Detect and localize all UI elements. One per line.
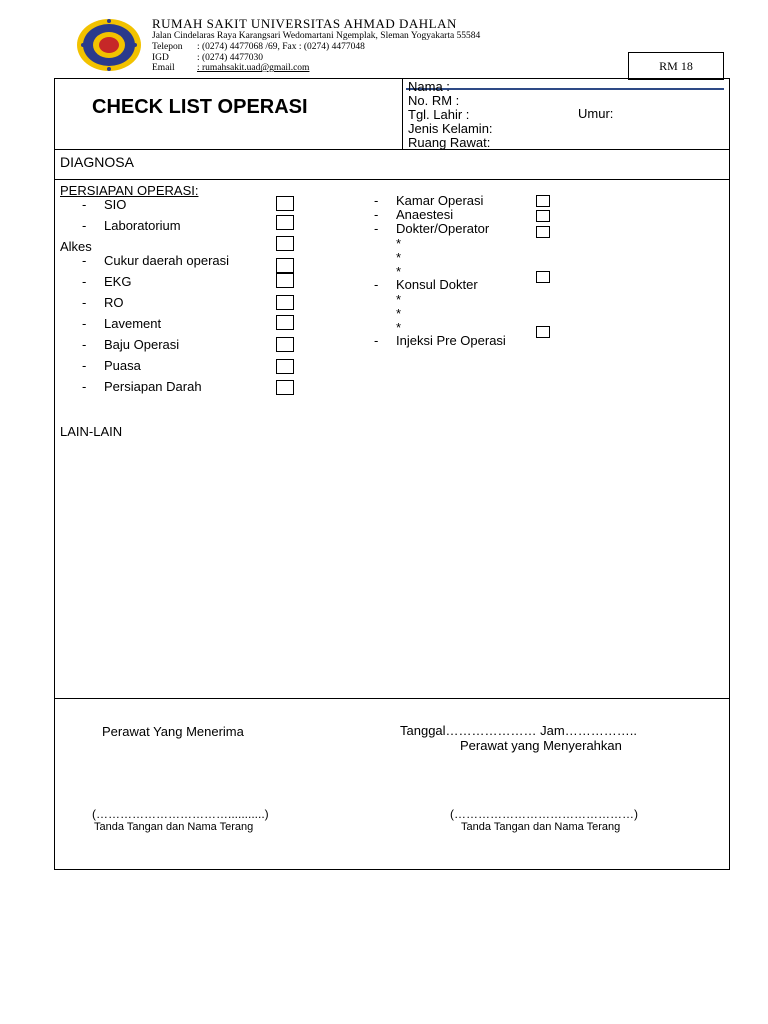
right-signature-caption: Tanda Tangan dan Nama Terang <box>461 821 621 833</box>
checkbox-kamar-operasi[interactable] <box>536 195 550 207</box>
checkbox-baju-operasi[interactable] <box>276 337 294 352</box>
hospital-address: Jalan Cindelaras Raya Karangsari Wedomartani Ngemplak, Sleman Yogyakarta 55584 <box>152 31 481 41</box>
star-bullet: * <box>396 264 402 279</box>
item-puasa: Puasa <box>104 358 141 373</box>
dash: - <box>82 295 87 310</box>
left-signature-line[interactable]: (……………………………...........) <box>92 807 269 821</box>
dash: - <box>82 274 87 289</box>
item-dokter-operator: Dokter/Operator <box>396 221 490 236</box>
checkbox-ro[interactable] <box>276 295 294 310</box>
divider-signature <box>55 698 729 699</box>
giver-label: Perawat yang Menyerahkan <box>460 738 622 753</box>
persiapan-heading: PERSIAPAN OPERASI: <box>60 183 199 198</box>
contact-phone-value: : (0274) 4477068 /69, Fax : (0274) 4477048 <box>197 42 365 52</box>
checkbox-dokter-operator[interactable] <box>536 226 550 238</box>
dash: - <box>82 358 87 373</box>
dash: - <box>82 218 87 233</box>
item-kamar-operasi: Kamar Operasi <box>396 193 484 208</box>
lain-lain-label: LAIN-LAIN <box>60 424 123 439</box>
item-persiapan-darah: Persiapan Darah <box>104 379 202 394</box>
alkes-label: Alkes <box>60 239 92 254</box>
contact-igd <box>152 53 263 63</box>
checkbox-ekg[interactable] <box>276 273 294 288</box>
field-tgl-lahir[interactable]: Tgl. Lahir : <box>408 107 470 122</box>
item-laboratorium: Laboratorium <box>104 218 181 233</box>
item-anaestesi: Anaestesi <box>396 207 454 222</box>
dash: - <box>374 207 379 222</box>
contact-phone <box>152 42 365 52</box>
checkbox-cukur[interactable] <box>276 258 294 273</box>
contact-igd-label: IGD <box>152 53 169 63</box>
checkbox-lavement[interactable] <box>276 315 294 330</box>
checkbox-persiapan-darah[interactable] <box>276 380 294 395</box>
item-ro: RO <box>104 295 124 310</box>
diagnosa-label: DIAGNOSA <box>60 154 134 170</box>
star-bullet: * <box>396 306 402 321</box>
divider-diagnosa <box>55 179 729 180</box>
checkbox-alkes[interactable] <box>276 236 294 251</box>
item-sio: SIO <box>104 197 127 212</box>
star-bullet: * <box>396 250 402 265</box>
item-injeksi-pre-operasi: Injeksi Pre Operasi <box>396 333 506 348</box>
hospital-name: RUMAH SAKIT UNIVERSITAS AHMAD DAHLAN <box>152 16 457 31</box>
right-signature-line[interactable]: (………………………………………) <box>450 807 638 821</box>
item-konsul-dokter: Konsul Dokter <box>396 277 478 292</box>
checkbox-laboratorium[interactable] <box>276 215 294 230</box>
star-bullet: * <box>396 320 402 335</box>
rm-code-box: RM 18 <box>628 52 724 80</box>
item-baju-operasi: Baju Operasi <box>104 337 180 352</box>
contact-email-value[interactable]: : rumahsakit.uad@gmail.com <box>197 63 310 73</box>
receiver-label: Perawat Yang Menerima <box>102 724 244 739</box>
dash: - <box>82 253 87 268</box>
dash: - <box>374 221 379 236</box>
star-bullet: * <box>396 236 402 251</box>
dash: - <box>374 333 379 348</box>
item-lavement: Lavement <box>104 316 162 331</box>
checkbox-puasa[interactable] <box>276 359 294 374</box>
accent-line <box>406 88 724 90</box>
contact-igd-value: : (0274) 4477030 <box>197 53 263 63</box>
field-no-rm[interactable]: No. RM : <box>408 93 460 108</box>
checkbox-sio[interactable] <box>276 196 294 211</box>
left-signature-caption: Tanda Tangan dan Nama Terang <box>94 821 254 833</box>
checkbox-anaestesi[interactable] <box>536 210 550 222</box>
dash: - <box>82 316 87 331</box>
item-cukur: Cukur daerah operasi <box>104 253 230 268</box>
dash: - <box>82 197 87 212</box>
date-time-line[interactable]: Tanggal………………… Jam…………….. <box>400 723 637 738</box>
checkbox-injeksi-pre-operasi[interactable] <box>536 326 550 338</box>
form-title: CHECK LIST OPERASI <box>92 96 308 118</box>
field-ruang-rawat[interactable]: Ruang Rawat: <box>408 135 491 150</box>
contact-email-label: Email <box>152 63 175 73</box>
checkbox-konsul-dokter[interactable] <box>536 271 550 283</box>
field-nama[interactable]: Nama : <box>408 79 450 94</box>
field-umur[interactable]: Umur: <box>578 106 614 121</box>
item-ekg: EKG <box>104 274 132 289</box>
divider-vertical <box>402 79 403 149</box>
contact-phone-label: Telepon <box>152 42 183 52</box>
field-jenis-kelamin[interactable]: Jenis Kelamin: <box>408 121 493 136</box>
hospital-logo <box>76 18 142 72</box>
star-bullet: * <box>396 292 402 307</box>
contact-email <box>152 63 309 73</box>
dash: - <box>374 193 379 208</box>
divider-header <box>55 149 729 150</box>
dash: - <box>82 337 87 352</box>
dash: - <box>82 379 87 394</box>
dash: - <box>374 277 379 292</box>
